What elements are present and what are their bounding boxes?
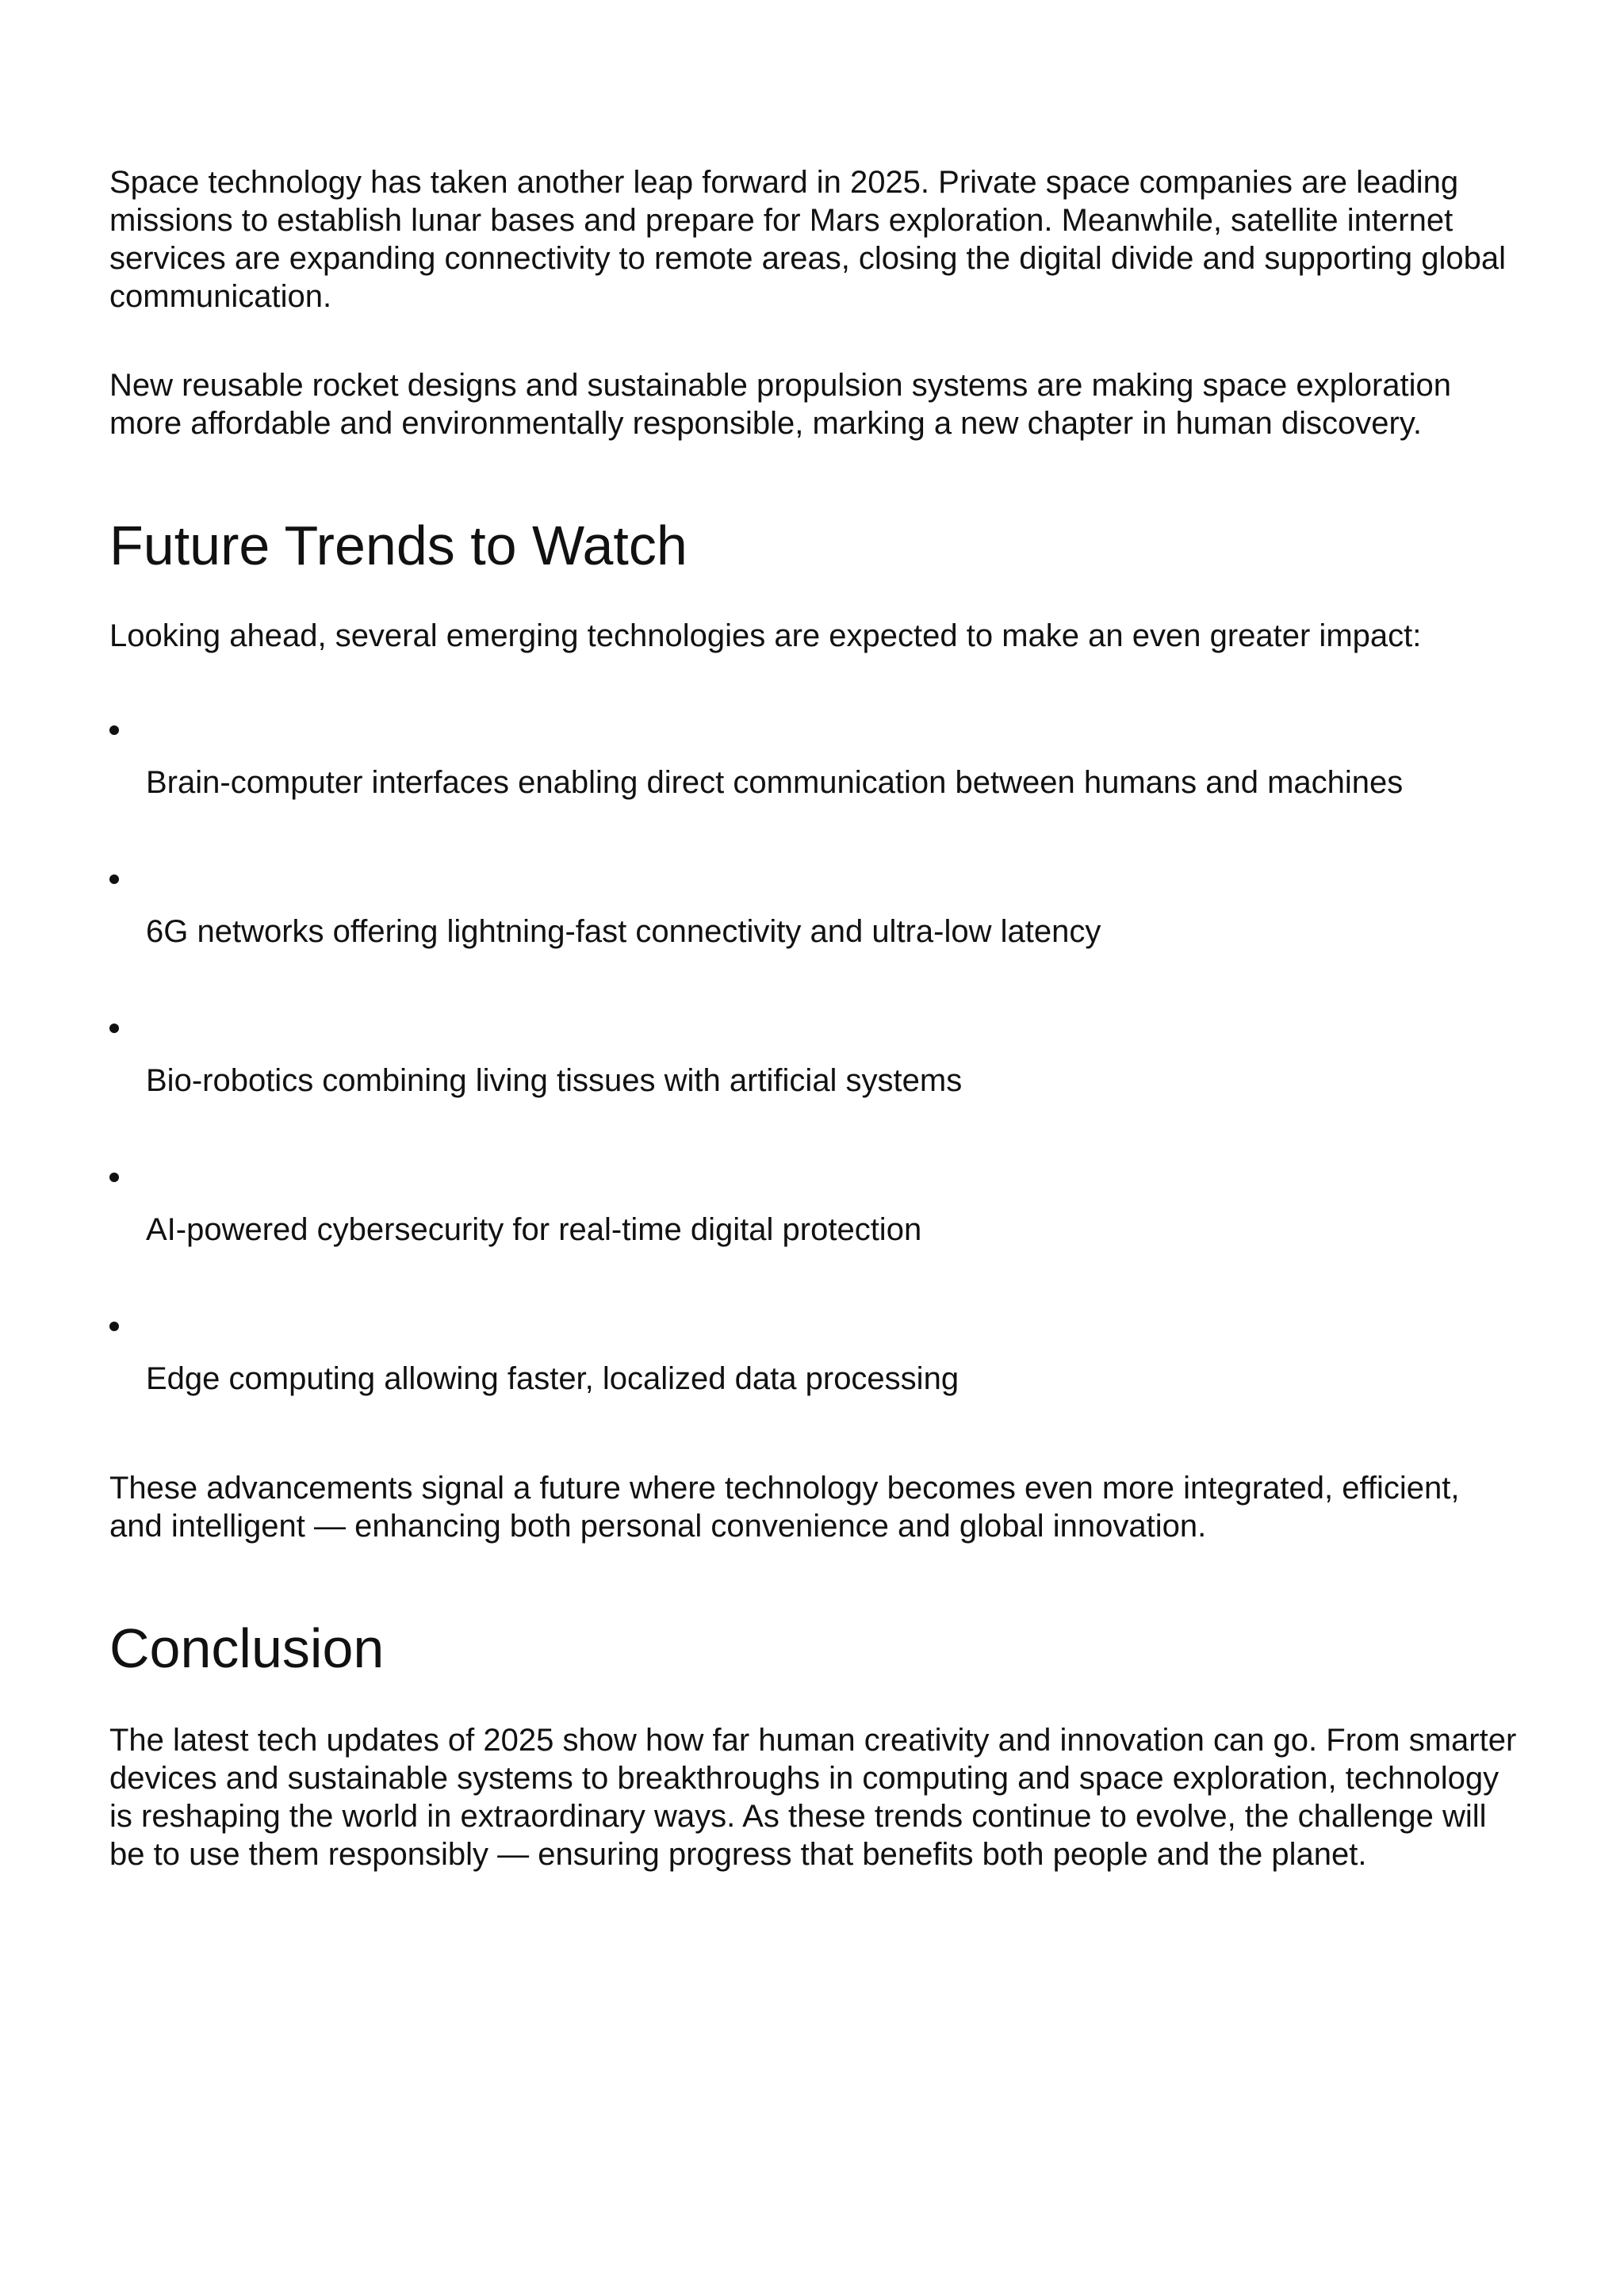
list-item-text: AI-powered cybersecurity for real-time digital protection bbox=[146, 1212, 922, 1247]
document-page bbox=[109, 163, 1521, 1873]
future-trends-lead: Looking ahead, several emerging technologies are expected to make an even greater impact: bbox=[109, 618, 1422, 653]
future-trends-heading: Future Trends to Watch bbox=[109, 515, 688, 576]
list-item-text: Bio-robotics combining living tissues with artificial systems bbox=[146, 1063, 963, 1098]
list-item bbox=[109, 1304, 1521, 1453]
conclusion-paragraph: The latest tech updates of 2025 show how far human creativity and innovation can go. From smarter devices and sustainable systems to breakthroughs in computing and space exploration, technology is reshaping the world in extraordinary ways. As these trends continue to evolve, the challenge will be to use them responsibly — ensuring progress that benefits both people and the planet. bbox=[109, 1723, 1517, 1872]
list-item-text: Brain-computer interfaces enabling direct communication between humans and machines bbox=[146, 765, 1404, 800]
bullet-icon bbox=[109, 874, 119, 884]
list-item bbox=[109, 1006, 1521, 1155]
bullet-icon bbox=[109, 1024, 119, 1033]
bullet-icon bbox=[109, 1173, 119, 1182]
reusable-rockets-paragraph: New reusable rocket designs and sustainable propulsion systems are making space exploration more affordable and environmentally responsible, marking a new chapter in human discovery. bbox=[109, 368, 1452, 441]
future-trends-closing-paragraph: These advancements signal a future where technology becomes even more integrated, efficient, and intelligent — enhancing both personal convenience and global innovation. bbox=[109, 1471, 1460, 1544]
list-item bbox=[109, 1155, 1521, 1304]
space-technology-paragraph: Space technology has taken another leap forward in 2025. Private space companies are leading missions to establish lunar bases and prepare for Mars exploration. Meanwhile, satellite internet services are expanding connectivity to remote areas, closing the digital divide and supporting global communication. bbox=[109, 165, 1507, 314]
list-item-text: Edge computing allowing faster, localized data processing bbox=[146, 1361, 959, 1396]
bullet-icon bbox=[109, 725, 119, 735]
list-item-text: 6G networks offering lightning-fast connectivity and ultra-low latency bbox=[146, 914, 1101, 949]
list-item bbox=[109, 857, 1521, 1006]
conclusion-heading: Conclusion bbox=[109, 1617, 385, 1679]
future-trends-list bbox=[109, 708, 1521, 1453]
bullet-icon bbox=[109, 1322, 119, 1331]
list-item bbox=[109, 708, 1521, 857]
